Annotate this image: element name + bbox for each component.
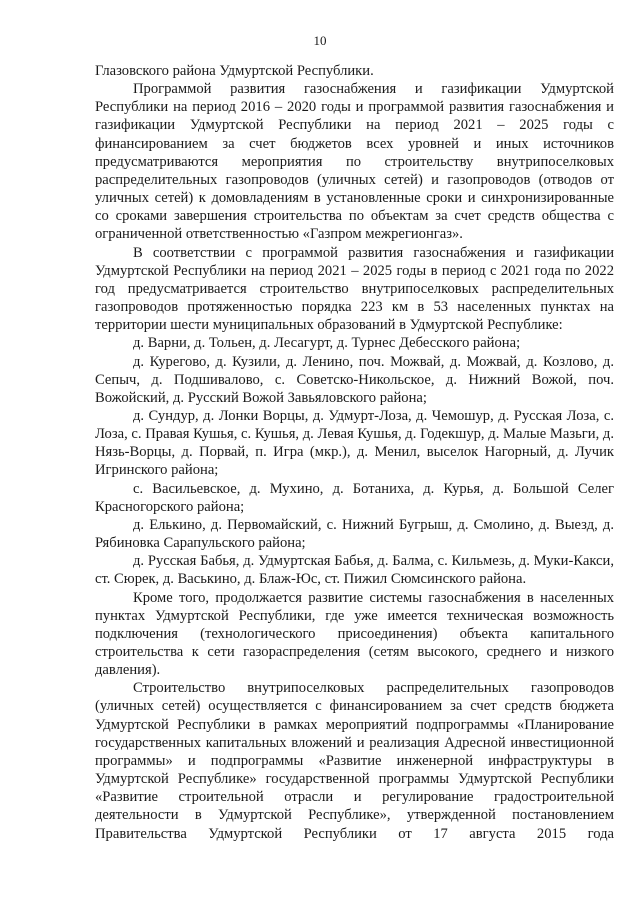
list-item-zavyalovsky-district: д. Курегово, д. Кузили, д. Ленино, поч. Можвай, д. Можвай, д. Козлово, д. Сепыч, д. Подшивалово, с. Советско-Никольское, д. Нижний Вожой, поч. Вожойский, д. Русский Вожой Завьяловского района; bbox=[95, 353, 614, 406]
list-item-krasnogorsky-district: с. Васильевское, д. Мухино, д. Ботаниха, д. Курья, д. Большой Селег Красногорского района; bbox=[95, 480, 614, 515]
list-item-syumsinsky-district: д. Русская Бабья, д. Удмуртская Бабья, д. Балма, с. Кильмезь, д. Муки-Какси, ст. Сюрек, д. Васькино, д. Блаж-Юс, ст. Пижил Сюмсинского района. bbox=[95, 553, 614, 588]
paragraph-gas-programs: Программой развития газоснабжения и газификации Удмуртской Республики на период 2016 – 2020 годы и программой развития газоснабжения и газификации Удмуртской Республики на период 2021 – 2025 годы с финансированием за счет бюджетов всех уровней и иных источников предусматриваются мероприятия по строительству внутрипоселковых распределительных газопроводов (уличных сетей) и газопроводов (отводов от уличных сетей) к домовладениям в установленные сроки и синхронизированные со сроками завершения строительства по объектам за счет средств общества с ограниченной ответственностью «Газпром межрегионгаз». bbox=[95, 81, 614, 243]
list-item-debessky-district: д. Варни, д. Тольен, д. Лесагурт, д. Турнес Дебесского района; bbox=[133, 335, 521, 352]
list-item-sarapulsky-district: д. Елькино, д. Первомайский, с. Нижний Бугрыш, д. Смолино, д. Выезд, д. Рябиновка Сарапульского района; bbox=[95, 516, 614, 552]
paragraph-gas-system-development: Кроме того, продолжается развитие системы газоснабжения в населенных пунктах Удмуртской Республики, где уже имеется техническая возможность подключения (технологического присоединения) объекта капитального строительства к сети газораспределения (сетям высокого, среднего и низкого давления). bbox=[95, 589, 614, 679]
paragraph-continuation: Глазовского района Удмуртской Республики. bbox=[95, 63, 374, 79]
list-item-igrinsky-district: д. Сундур, д. Лонки Ворцы, д. Удмурт-Лоза, д. Чемошур, д. Русская Лоза, с. Лоза, с. Правая Кушья, с. Кушья, д. Левая Кушья, д. Годекшур, д. Малые Мазьги, д. Нязь-Ворцы, д. Порвай, п. Игра (мкр.), д. Менил, выселок Нагорный, д. Лучик Игринского района; bbox=[95, 407, 614, 479]
paragraph-program-2021-2025: В соответствии с программой развития газоснабжения и газификации Удмуртской Республики на период 2021 – 2025 годы в период с 2021 года по 2022 год предусматривается строительство внутрипоселковых распределительных газопроводов протяженностью порядка 223 км в 53 населенных пунктах на территории шести муниципальных образований в Удмуртской Республике: bbox=[95, 244, 614, 334]
page-number: 10 bbox=[313, 33, 327, 48]
paragraph-construction-financing: Строительство внутрипоселковых распределительных газопроводов (уличных сетей) осуществляется с финансированием за счет средств бюджета Удмуртской Республики в рамках мероприятий подпрограммы «Планирование государственных капитальных вложений и реализация Адресной инвестиционной программы» и подпрограммы «Развитие инженерной инфраструктуры в Удмуртской Республике» государственной программы Удмуртской Республики «Развитие строительной отрасли и регулирование градостроительной деятельности в Удмуртской Республике», утвержденной постановлением Правительства Удмуртской Республики от 17 августа 2015 года bbox=[95, 680, 614, 842]
document-body bbox=[95, 62, 614, 843]
